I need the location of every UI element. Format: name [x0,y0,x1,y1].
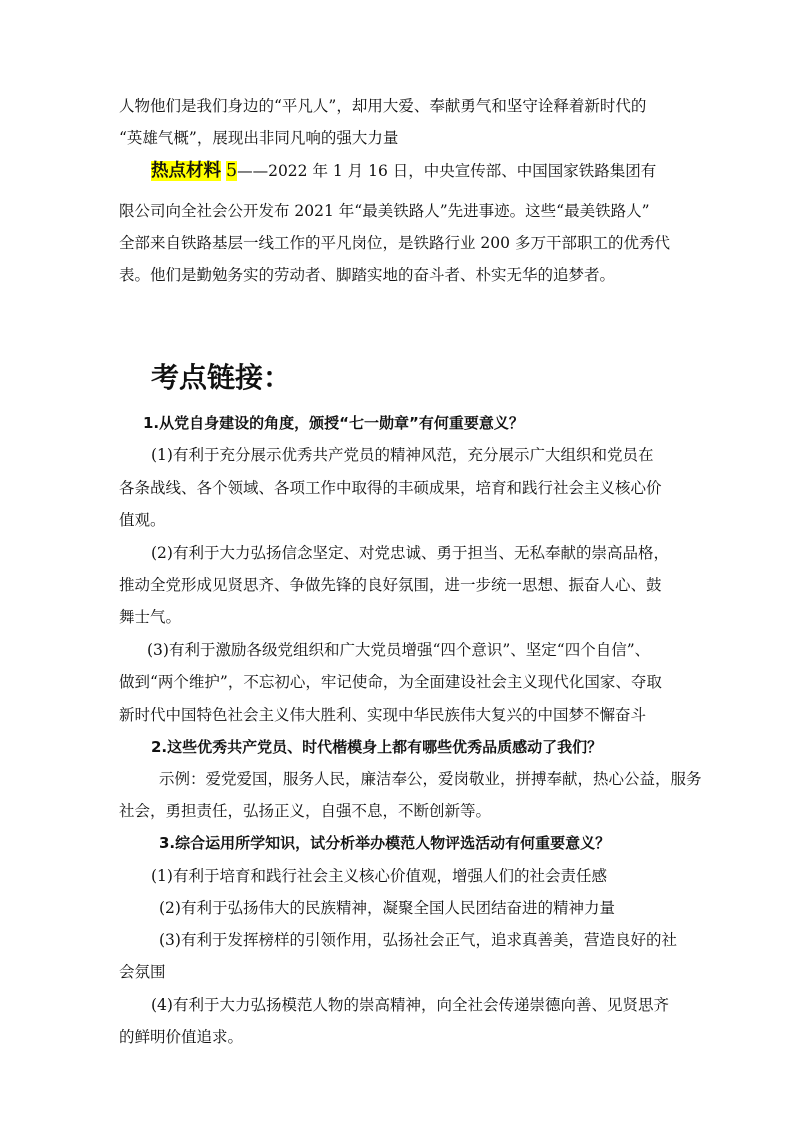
question-3-title: 3.综合运用所学知识，试分析举办模范人物评选活动有何重要意义？ [159,834,611,852]
q1-answer-3-line-1: (3)有利于激励各级党组织和广大党员增强“四个意识”、坚定“四个自信”、 [147,641,651,659]
hot-material-line-4: 表。他们是勤勉务实的劳动者、脚踏实地的奋斗者、朴实无华的追梦者。 [119,266,616,284]
q1-answer-2-line-1: (2)有利于大力弘扬信念坚定、对党忠诚、勇于担当、无私奉献的崇高品格， [151,544,669,562]
q1-answer-1-line-1: (1)有利于充分展示优秀共产党员的精神风范，充分展示广大组织和党员在 [151,446,654,464]
q1-answer-1-line-2: 各条战线、各个领域、各项工作中取得的丰硕成果，培育和践行社会主义核心价 [119,479,662,497]
q3-answer-4-line-1: (4)有利于大力弘扬模范人物的崇高精神，向全社会传递崇德向善、见贤思齐 [151,996,669,1014]
hot-material-label: 热点材料 [151,161,221,181]
q1-answer-3-line-3: 新时代中国特色社会主义伟大胜利、实现中华民族伟大复兴的中国梦不懈奋斗 [119,706,647,724]
q1-answer-2-line-2: 推动全党形成见贤思齐、争做先锋的良好氛围，进一步统一思想、振奋人心、鼓 [119,576,662,594]
hot-material-line-1-text: ——2022 年 1 月 16 日，中央宣传部、中国国家铁路集团有 [237,162,657,180]
hot-material-line-2: 限公司向全社会公开发布 2021 年“最美铁路人”先进事迹。这些“最美铁路人” [119,202,650,220]
q3-answer-3-line-1: (3)有利于发挥榜样的引领作用，弘扬社会正气，追求真善美，营造良好的社 [159,931,677,949]
hot-material-line-3: 全部来自铁路基层一线工作的平凡岗位，是铁路行业 200 多万干部职工的优秀代 [119,234,670,252]
q2-answer-line-1: 示例：爱党爱国，服务人民，廉洁奉公，爱岗敬业，拼搏奉献，热心公益，服务 [159,770,702,788]
q1-answer-2-line-3: 舞士气。 [119,608,182,626]
q3-answer-4-line-2: 的鲜明价值追求。 [119,1028,244,1046]
section-heading: 考点链接： [151,361,292,394]
hot-material-line-1 [151,161,656,181]
intro-line-2: “英雄气概”，展现出非同凡响的强大力量 [119,129,399,147]
hot-material-number: 5 [225,161,238,181]
question-1-title: 1.从党自身建设的角度，颁授“七一勋章”有何重要意义？ [143,414,524,432]
question-2-title: 2.这些优秀共产党员、时代楷模身上都有哪些优秀品质感动了我们？ [151,738,603,756]
q1-answer-3-line-2: 做到“两个维护”，不忘初心，牢记使命，为全面建设社会主义现代化国家、夺取 [119,673,662,691]
intro-line-1: 人物他们是我们身边的“平凡人”，却用大爱、奉献勇气和坚守诠释着新时代的 [119,97,647,115]
q3-answer-2: (2)有利于弘扬伟大的民族精神，凝聚全国人民团结奋进的精神力量 [159,899,615,917]
q2-answer-line-2: 社会，勇担责任，弘扬正义，自强不息，不断创新等。 [119,802,492,820]
q3-answer-3-line-2: 会氛围 [119,963,166,981]
q1-answer-1-line-3: 值观。 [119,511,166,529]
q3-answer-1: (1)有利于培育和践行社会主义核心价值观，增强人们的社会责任感 [151,867,607,885]
